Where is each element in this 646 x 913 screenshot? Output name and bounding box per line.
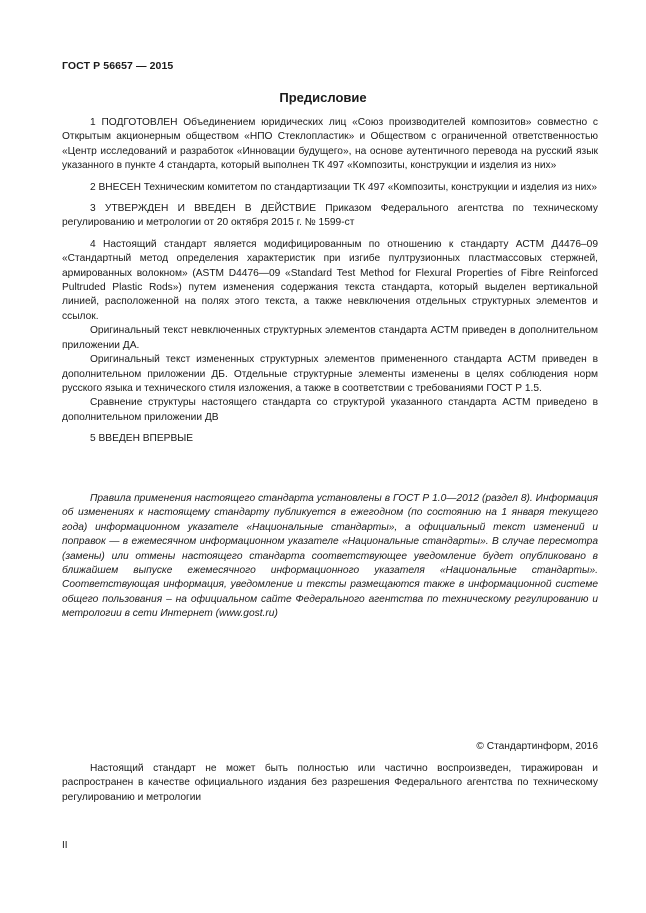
foreword-body <box>62 116 598 447</box>
paragraph-4-appendix-da: Оригинальный текст невключенных структурных элементов стандарта АСТМ приведен в дополнительном приложении ДА. <box>62 325 598 351</box>
paragraph-5-introduced: 5 ВВЕДЕН ВПЕРВЫЕ <box>90 433 194 445</box>
paragraph-2-submitted: 2 ВНЕСЕН Техническим комитетом по стандартизации ТК 497 «Композиты, конструкции и изделия из них» <box>90 181 598 193</box>
page-title: Предисловие <box>279 90 367 105</box>
reproduction-text: Настоящий стандарт не может быть полностью или частично воспроизведен, тиражирован и распространен в качестве официального издания без разрешения Федерального агентства по техническому регулированию и метрологии <box>62 763 598 803</box>
notice-text: Правила применения настоящего стандарта установлены в ГОСТ Р 1.0—2012 (раздел 8). Информация об изменениях к настоящему стандарту публикуется в ежегодном (по состоянию на 1 января текущего года) информационном указателе «Национальные стандарты», а официальный текст изменений и поправок — в ежемесячном информационном указателе «Национальные стандарты». В случае пересмотра (замены) или отмены настоящего стандарта соответствующее уведомление будет опубликовано в ближайшем выпуске ежемесячного информационного указателя «Национальные стандарты». Соответствующая информация, уведомление и тексты размещаются также в информационной системе общего пользования – на официальном сайте Федерального агентства по техническому регулированию и метрологии в сети Интернет (www.gost.ru) <box>62 493 598 620</box>
copyright-line: © Стандартинформ, 2016 <box>476 741 598 752</box>
application-rules-notice <box>62 492 598 622</box>
page-number: II <box>62 840 68 851</box>
paragraph-4-appendix-db: Оригинальный текст измененных структурных элементов примененного стандарта АСТМ приведен в дополнительном приложении ДБ. Отдельные структурные элементы изменены в целях соблюдения норм русского языка и технического стиля изложения, а также в соответствии с требованиями ГОСТ Р 1.5. <box>62 354 598 394</box>
paragraph-4-modified: 4 Настоящий стандарт является модифицированным по отношению к стандарту АСТМ Д4476–09 «Стандартный метод определения характеристик при изгибе пултрузионных пластмассовых стержней, армированных волокном» (ASTM D4476—09 «Standard Test Method for Flexural Properties of Fibre Reinforced Pultruded Plastic Rods») путем изменения содержания текста стандарта, который выделен вертикальной линией, расположенной на полях этого текста, а также невключения отдельных структурных элементов и ссылок. <box>62 238 598 322</box>
standard-id-header: ГОСТ Р 56657 — 2015 <box>62 60 174 72</box>
paragraph-4-appendix-dv: Сравнение структуры настоящего стандарта со структурой указанного стандарта АСТМ приведено в дополнительном приложении ДВ <box>62 397 598 423</box>
paragraph-3-approved: 3 УТВЕРЖДЕН И ВВЕДЕН В ДЕЙСТВИЕ Приказом Федерального агентства по техническому регулированию и метрологии от 20 октября 2015 г. № 1599-ст <box>62 203 598 229</box>
paragraph-1-prepared: 1 ПОДГОТОВЛЕН Объединением юридических лиц «Союз производителей композитов» совместно с Открытым акционерным обществом «НПО Стеклопластик» и Обществом с ограниченной ответственностью «Центр исследований и разработок «Инновации будущего», на основе аутентичного перевода на русский язык указанного в пункте 4 стандарта, который выполнен ТК 497 «Композиты, конструкции и изделия из них» <box>62 117 598 172</box>
reproduction-notice <box>62 762 598 805</box>
